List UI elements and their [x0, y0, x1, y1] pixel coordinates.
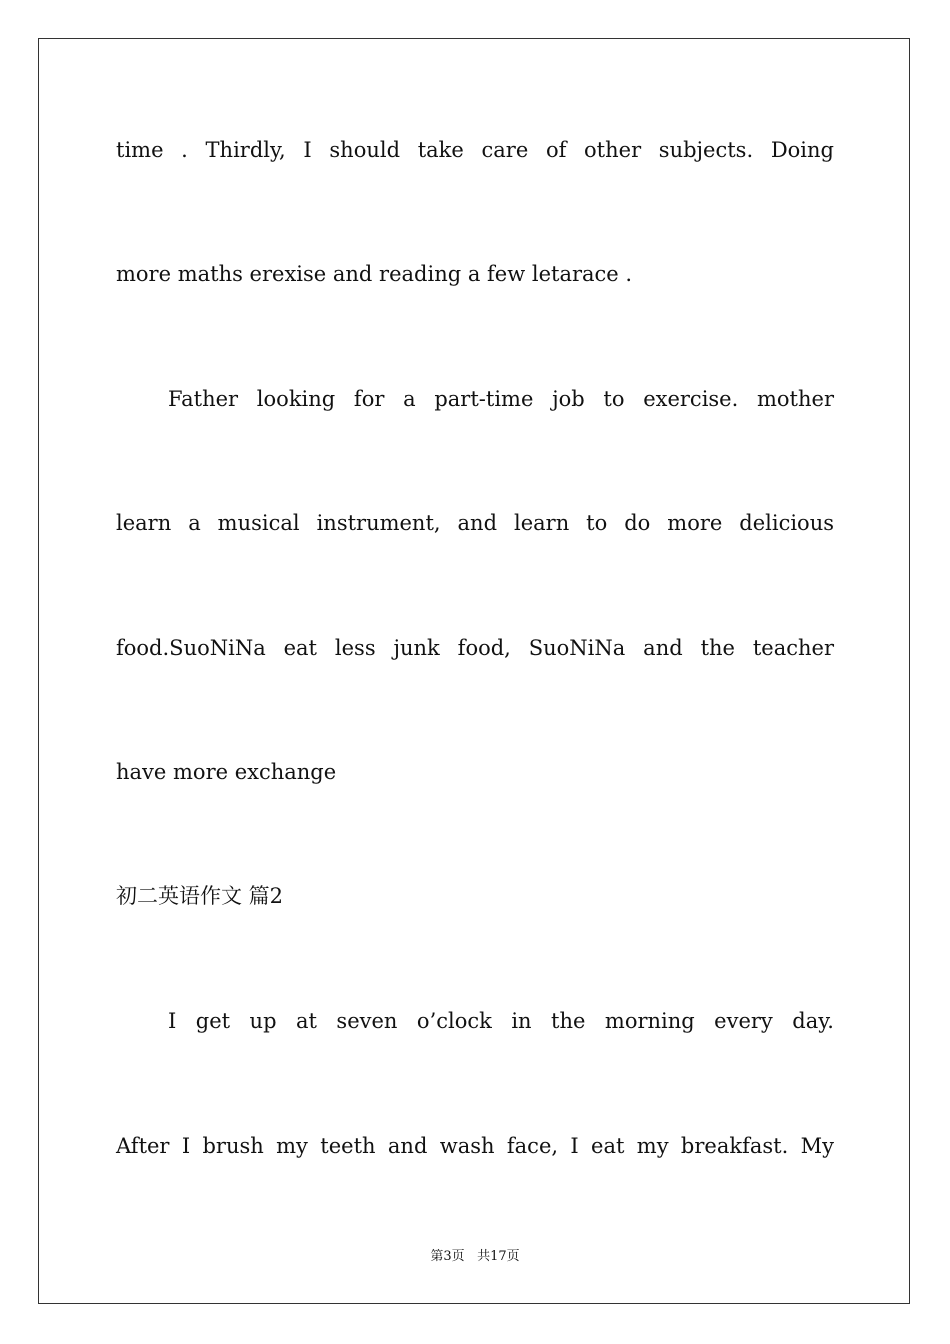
- text-line: have more exchange: [116, 760, 337, 784]
- text-line: After I brush my teeth and wash face, I eat my breakfast. My: [116, 1134, 834, 1158]
- page-border: [38, 38, 910, 1304]
- text-line: food.SuoNiNa eat less junk food, SuoNiNa and the teacher: [116, 636, 834, 660]
- text-line: more maths erexise and reading a few letarace .: [116, 262, 633, 286]
- section-heading: 初二英语作文 篇2: [116, 884, 284, 908]
- page-number: 第3页: [430, 1249, 465, 1264]
- page-footer: [0, 1246, 950, 1268]
- text-line: learn a musical instrument, and learn to do more delicious: [116, 511, 834, 535]
- text-line: time . Thirdly, I should take care of other subjects. Doing: [116, 138, 834, 162]
- paragraph-start-line: Father looking for a part-time job to exercise. mother: [168, 387, 834, 411]
- paragraph-start-line: I get up at seven o’clock in the morning every day.: [168, 1009, 834, 1033]
- page-total: 共17页: [477, 1249, 520, 1264]
